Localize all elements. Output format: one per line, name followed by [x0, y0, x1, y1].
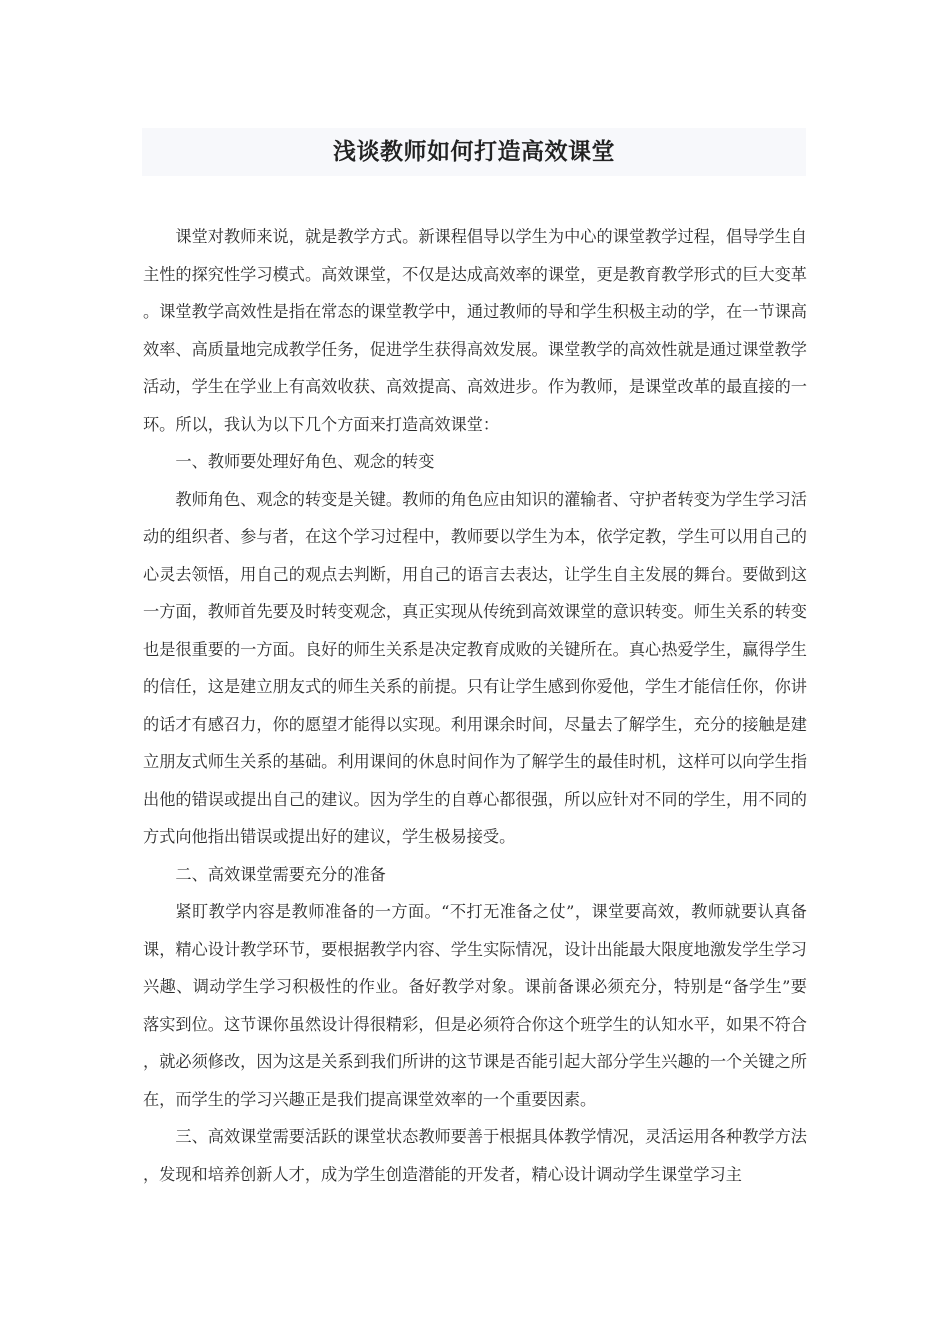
section-heading-2: 二、高效课堂需要充分的准备 [175, 864, 386, 884]
paragraph-section-2: 紧盯教学内容是教师准备的一方面。“不打无准备之仗”，课堂要高效，教师就要认真备课，精心设计教学环节，要根据教学内容、学生实际情况，设计出能最大限度地激发学生学习兴趣、调动学生学习积极性的作业。备好教学对象。课前备课必须充分，特别是“备学生”要落实到位。这节课你虽然设计得很精彩，但是必须符合你这个班学生的认知水平，如果不符合，就必须修改，因为这是关系到我们所讲的这节课是否能引起大部分学生兴趣的一个关键之所在，而学生的学习兴趣正是我们提高课堂效率的一个重要因素。 [143, 902, 807, 1109]
section-heading-1: 一、教师要处理好角色、观念的转变 [175, 452, 435, 471]
paragraph-section-3: 三、高效课堂需要活跃的课堂状态教师要善于根据具体教学情况，灵活运用各种教学方法，发现和培养创新人才，成为学生创造潜能的开发者，精心设计调动学生课堂学习主 [143, 1127, 807, 1184]
document-title: 浅谈教师如何打造高效课堂 [333, 139, 615, 165]
document-body [143, 218, 807, 1193]
paragraph-section-1: 教师角色、观念的转变是关键。教师的角色应由知识的灌输者、守护者转变为学生学习活动的组织者、参与者，在这个学习过程中，教师要以学生为本，依学定教，学生可以用自己的心灵去领悟，用自己的观点去判断，用自己的语言去表达，让学生自主发展的舞台。要做到这一方面，教师首先要及时转变观念，真正实现从传统到高效课堂的意识转变。师生关系的转变也是很重要的一方面。良好的师生关系是决定教育成败的关键所在。真心热爱学生，赢得学生的信任，这是建立朋友式的师生关系的前提。只有让学生感到你爱他，学生才能信任你，你讲的话才有感召力，你的愿望才能得以实现。利用课余时间，尽量去了解学生，充分的接触是建立朋友式师生关系的基础。利用课间的休息时间作为了解学生的最佳时机，这样可以向学生指出他的错误或提出自己的建议。因为学生的自尊心都很强，所以应针对不同的学生，用不同的方式向他指出错误或提出好的建议，学生极易接受。 [143, 489, 807, 846]
paragraph-intro: 课堂对教师来说，就是教学方式。新课程倡导以学生为中心的课堂教学过程，倡导学生自主性的探究性学习模式。高效课堂，不仅是达成高效率的课堂，更是教育教学形式的巨大变革。课堂教学高效性是指在常态的课堂教学中，通过教师的导和学生积极主动的学，在一节课高效率、高质量地完成教学任务，促进学生获得高效发展。课堂教学的高效性就是通过课堂教学活动，学生在学业上有高效收获、高效提高、高效进步。作为教师，是课堂改革的最直接的一环。所以，我认为以下几个方面来打造高效课堂： [143, 227, 807, 434]
